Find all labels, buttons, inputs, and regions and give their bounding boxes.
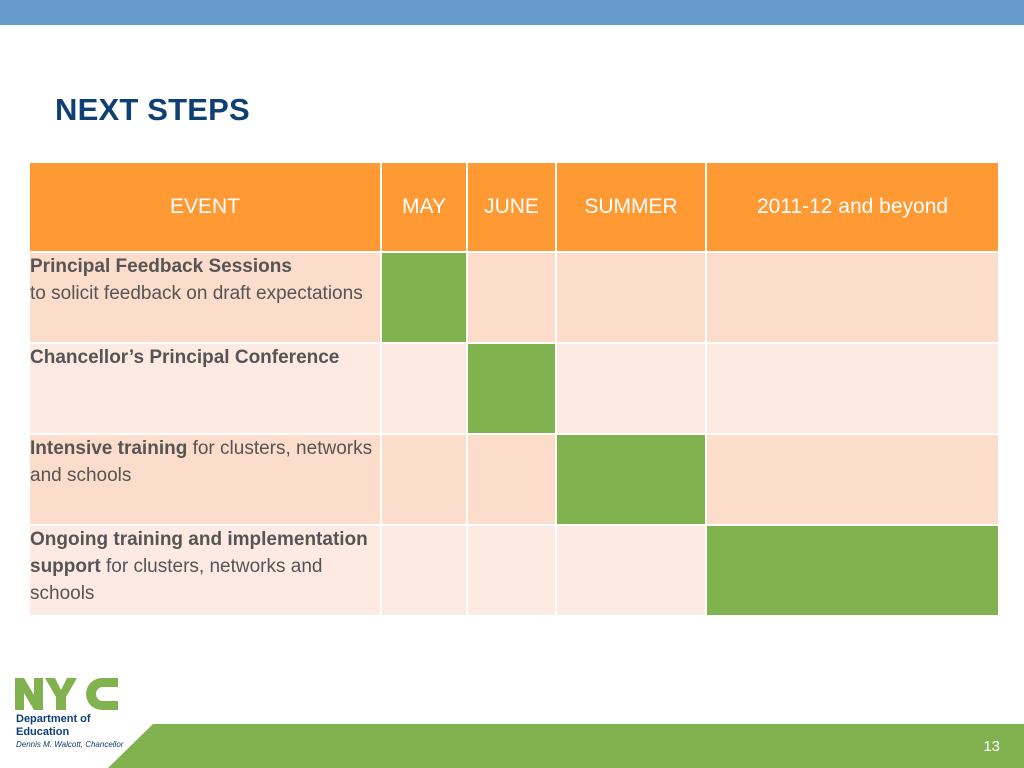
event-title: Ongoing training and implementation support [30, 529, 368, 577]
timeline-cell-summer [556, 252, 706, 343]
table-row [29, 434, 999, 525]
page-number: 13 [983, 738, 1000, 755]
timeline-cell-summer-active [556, 434, 706, 525]
next-steps-table [28, 161, 1000, 617]
table-row [29, 252, 999, 343]
table-row [29, 525, 999, 616]
timeline-cell-summer [556, 343, 706, 434]
nyc-logo-icon [14, 676, 120, 712]
timeline-cell-summer [556, 525, 706, 616]
timeline-cell-may-active [381, 252, 467, 343]
nyc-doe-logo [14, 676, 124, 756]
timeline-cell-june-active [467, 343, 556, 434]
header-event: EVENT [29, 162, 381, 252]
table-row [29, 343, 999, 434]
timeline-cell-june [467, 434, 556, 525]
event-cell [29, 434, 381, 525]
footer-bar [108, 724, 1024, 768]
event-title: Chancellor’s Principal Conference [30, 347, 340, 368]
table-header-row [29, 162, 999, 252]
timeline-cell-2011-12-active [706, 525, 999, 616]
event-cell [29, 343, 381, 434]
logo-chancellor-text: Dennis M. Walcott, Chancellor [16, 740, 124, 749]
timeline-cell-2011-12 [706, 434, 999, 525]
timeline-cell-may [381, 434, 467, 525]
header-may: MAY [381, 162, 467, 252]
timeline-cell-2011-12 [706, 343, 999, 434]
event-title: Principal Feedback Sessions [30, 256, 292, 277]
event-description: to solicit feedback on draft expectations [30, 283, 363, 304]
header-summer: SUMMER [556, 162, 706, 252]
logo-department-text: Department of [16, 713, 91, 725]
timeline-cell-may [381, 525, 467, 616]
timeline-cell-june [467, 525, 556, 616]
event-description: for clusters, networks and schools [30, 438, 373, 486]
timeline-cell-may [381, 343, 467, 434]
timeline-cell-2011-12 [706, 252, 999, 343]
top-accent-bar [0, 0, 1024, 25]
event-cell [29, 525, 381, 616]
header-june: JUNE [467, 162, 556, 252]
header-2011-12-and-beyond: 2011-12 and beyond [706, 162, 999, 252]
logo-education-text: Education [16, 726, 70, 738]
event-description: for clusters, networks and schools [30, 556, 323, 604]
event-title: Intensive training [30, 438, 188, 459]
slide-title: NEXT STEPS [55, 92, 250, 127]
event-cell [29, 252, 381, 343]
timeline-cell-june [467, 252, 556, 343]
